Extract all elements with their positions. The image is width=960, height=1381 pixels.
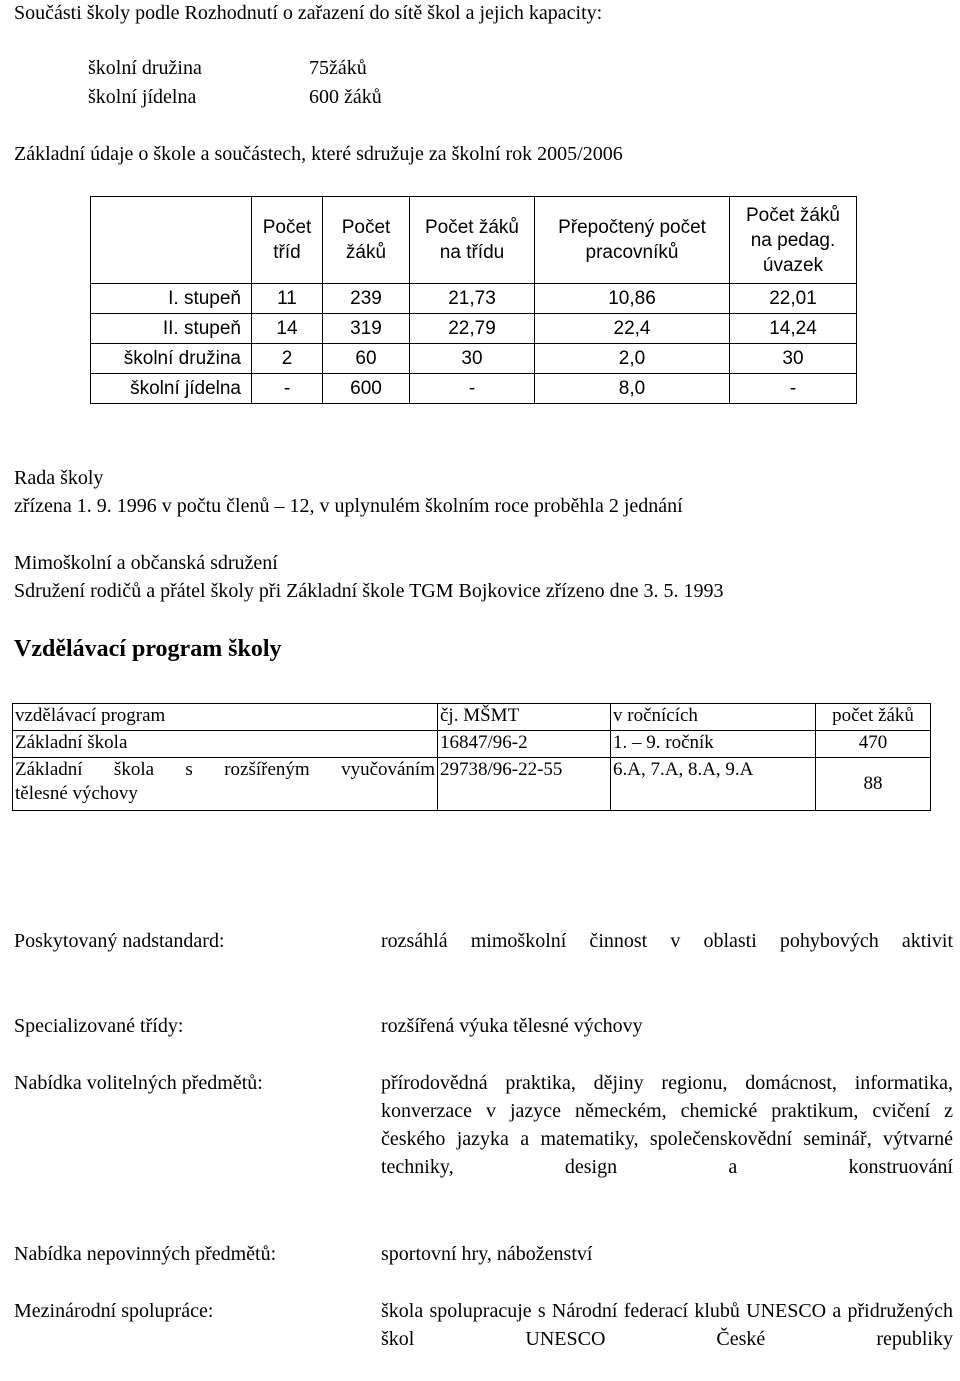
offer-value: rozsáhlá mimoškolní činnost v oblasti pohybových aktivit: [381, 930, 953, 952]
program-table: [12, 703, 931, 811]
table-cell: 239: [323, 284, 410, 314]
council-text: zřízena 1. 9. 1996 v počtu členů – 12, v uplynulém školním roce proběhla 2 jednání: [14, 495, 683, 517]
table-cell: 22,79: [410, 314, 535, 344]
component-capacity: 75žáků: [309, 57, 367, 79]
column-header: Počet žáků na třídu: [410, 197, 535, 284]
table-cell: 14: [252, 314, 323, 344]
offer-value: přírodovědná praktika, dějiny regionu, domácnost, informatika, konverzace v jazyce německém, chemické praktikum, cvičení z českého jazyka a matematiky, společenskovědní seminář, výtvarné techniky, design a konstruování: [381, 1072, 953, 1178]
offer-label: Mezinárodní spolupráce:: [14, 1300, 214, 1322]
column-header: Počet žáků: [323, 197, 410, 284]
row-label: II. stupeň: [91, 314, 252, 344]
table-row: [13, 758, 931, 811]
offer-label: Poskytovaný nadstandard:: [14, 930, 225, 952]
component-capacity: 600 žáků: [309, 86, 382, 108]
table-cell: 6.A, 7.A, 8.A, 9.A: [611, 758, 816, 811]
row-label: I. stupeň: [91, 284, 252, 314]
table-cell: -: [410, 374, 535, 404]
column-header: vzdělávací program: [13, 704, 438, 731]
table-cell: -: [730, 374, 857, 404]
table-cell: 21,73: [410, 284, 535, 314]
table-corner-cell: [91, 197, 252, 284]
table-cell: 600: [323, 374, 410, 404]
table-cell: -: [252, 374, 323, 404]
table-row: [91, 344, 857, 374]
component-name: školní družina: [88, 57, 202, 79]
table-cell: 60: [323, 344, 410, 374]
row-label: školní družina: [91, 344, 252, 374]
program-heading: Vzdělávací program školy: [14, 636, 282, 662]
capacity-table: [90, 196, 857, 404]
table-row: [91, 374, 857, 404]
table-cell: 22,4: [535, 314, 730, 344]
table-cell: [13, 758, 438, 811]
basic-data-heading: Základní údaje o škole a součástech, které sdružuje za školní rok 2005/2006: [14, 143, 623, 165]
associations-title: Mimoškolní a občanská sdružení: [14, 552, 278, 574]
cell-line: tělesné výchovy: [15, 783, 138, 804]
column-header: čj. MŠMT: [438, 704, 611, 731]
table-cell: 88: [816, 758, 931, 811]
table-cell: 319: [323, 314, 410, 344]
column-header: počet žáků: [816, 704, 931, 731]
table-row: [13, 731, 931, 758]
offer-value: rozšířená výuka tělesné výchovy: [381, 1015, 643, 1037]
table-cell: 10,86: [535, 284, 730, 314]
table-cell: 29738/96-22-55: [438, 758, 611, 811]
table-cell: 16847/96-2: [438, 731, 611, 758]
table-cell: 2,0: [535, 344, 730, 374]
table-header-row: [13, 704, 931, 731]
table-cell: 11: [252, 284, 323, 314]
column-header: Počet žáků na pedag. úvazek: [730, 197, 857, 284]
table-cell: 14,24: [730, 314, 857, 344]
offer-value: sportovní hry, náboženství: [381, 1243, 593, 1265]
row-label: školní jídelna: [91, 374, 252, 404]
council-title: Rada školy: [14, 467, 104, 489]
table-row: [91, 314, 857, 344]
component-name: školní jídelna: [88, 86, 197, 108]
cell-line: Základní škola s rozšířeným vyučováním: [15, 759, 435, 780]
components-heading: Součásti školy podle Rozhodnutí o zařazení do sítě škol a jejich kapacity:: [14, 2, 603, 24]
table-row: [91, 284, 857, 314]
offer-value: škola spolupracuje s Národní federací klubů UNESCO a přidružených škol UNESCO České republiky: [381, 1300, 953, 1350]
column-header: v ročnících: [611, 704, 816, 731]
column-header: Počet tříd: [252, 197, 323, 284]
column-header: Přepočtený počet pracovníků: [535, 197, 730, 284]
table-cell: 8,0: [535, 374, 730, 404]
table-cell: 470: [816, 731, 931, 758]
table-cell: Základní škola: [13, 731, 438, 758]
table-cell: 30: [410, 344, 535, 374]
offer-label: Nabídka volitelných předmětů:: [14, 1072, 263, 1094]
offer-label: Specializované třídy:: [14, 1015, 184, 1037]
offer-label: Nabídka nepovinných předmětů:: [14, 1243, 277, 1265]
table-cell: 22,01: [730, 284, 857, 314]
table-cell: 30: [730, 344, 857, 374]
table-cell: 2: [252, 344, 323, 374]
associations-text: Sdružení rodičů a přátel školy při Základní škole TGM Bojkovice zřízeno dne 3. 5. 1993: [14, 580, 724, 602]
table-cell: 1. – 9. ročník: [611, 731, 816, 758]
